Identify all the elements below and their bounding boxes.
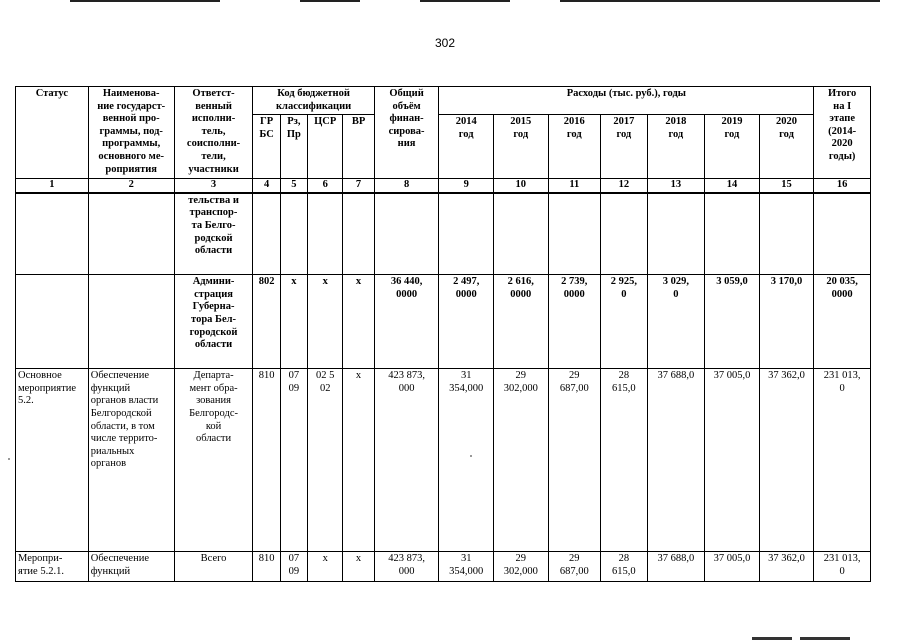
scan-top-line-3	[420, 0, 510, 2]
scan-speck	[470, 455, 472, 457]
cell-2014	[439, 193, 494, 275]
cell-responsible: тельства и транспор- та Белго- родской области	[174, 193, 253, 275]
column-number: 13	[647, 179, 705, 193]
cell-2020: 3 170,0	[759, 275, 814, 369]
cell-2018: 3 029, 0	[647, 275, 705, 369]
header-2016: 2016 год	[548, 115, 601, 179]
cell-name: Обеспечение функций	[88, 552, 174, 582]
cell-2020: 37 362,0	[759, 552, 814, 582]
header-stage-total: Итого на I этапе (2014- 2020 годы)	[814, 87, 871, 179]
cell-csr: 02 5 02	[308, 369, 343, 552]
column-number: 14	[705, 179, 760, 193]
header-csr: ЦСР	[308, 115, 343, 179]
cell-stage-total: 231 013, 0	[814, 552, 871, 582]
column-number: 12	[601, 179, 647, 193]
cell-2020	[759, 193, 814, 275]
cell-2017: 2 925, 0	[601, 275, 647, 369]
header-vr: ВР	[343, 115, 374, 179]
scan-top-line-1	[70, 0, 220, 2]
cell-status: Основное мероприятие 5.2.	[16, 369, 89, 552]
header-responsible: Ответст- венный исполни- тель, соисполни- тели, участники	[174, 87, 253, 179]
column-number: 16	[814, 179, 871, 193]
cell-total: 423 873, 000	[374, 369, 439, 552]
cell-total: 423 873, 000	[374, 552, 439, 582]
table-row-admin	[16, 275, 871, 369]
header-2020: 2020 год	[759, 115, 814, 179]
column-number: 7	[343, 179, 374, 193]
cell-csr	[308, 193, 343, 275]
cell-stage-total	[814, 193, 871, 275]
cell-2019: 3 059,0	[705, 275, 760, 369]
cell-2014: 2 497, 0000	[439, 275, 494, 369]
column-number: 5	[280, 179, 307, 193]
cell-vr: х	[343, 552, 374, 582]
cell-csr: х	[308, 552, 343, 582]
cell-status	[16, 193, 89, 275]
cell-status: Меропри- ятие 5.2.1.	[16, 552, 89, 582]
cell-responsible: Департа- мент обра- зования Белгородс- кой области	[174, 369, 253, 552]
cell-2017	[601, 193, 647, 275]
cell-total	[374, 193, 439, 275]
cell-rzpr: 07 09	[280, 552, 307, 582]
cell-2015: 29 302,000	[493, 369, 548, 552]
cell-responsible: Всего	[174, 552, 253, 582]
cell-2014: 31 354,000	[439, 552, 494, 582]
cell-2015	[493, 193, 548, 275]
column-number: 9	[439, 179, 494, 193]
cell-2016: 29 687,00	[548, 552, 601, 582]
table-row-main-activity	[16, 369, 871, 552]
budget-table	[15, 86, 871, 582]
cell-2017: 28 615,0	[601, 552, 647, 582]
cell-total: 36 440, 0000	[374, 275, 439, 369]
scan-top-line-4	[560, 0, 880, 2]
cell-name: Обеспечение функций органов власти Белгородской области, в том числе террито- риальных органов	[88, 369, 174, 552]
cell-2014: 31 354,000	[439, 369, 494, 552]
header-row-1	[16, 87, 871, 115]
cell-rzpr: 07 09	[280, 369, 307, 552]
cell-csr: х	[308, 275, 343, 369]
column-number: 1	[16, 179, 89, 193]
header-2019: 2019 год	[705, 115, 760, 179]
header-2018: 2018 год	[647, 115, 705, 179]
header-2014: 2014 год	[439, 115, 494, 179]
cell-status	[16, 275, 89, 369]
table-row-sub-activity	[16, 552, 871, 582]
cell-2016: 2 739, 0000	[548, 275, 601, 369]
cell-2016: 29 687,00	[548, 369, 601, 552]
cell-2018: 37 688,0	[647, 552, 705, 582]
cell-responsible: Админи- страция Губерна- тора Бел- городской области	[174, 275, 253, 369]
cell-stage-total: 20 035, 0000	[814, 275, 871, 369]
cell-2019	[705, 193, 760, 275]
header-budget-code: Код бюджетной классификации	[253, 87, 374, 115]
scan-top-line-2	[300, 0, 360, 2]
cell-rzpr: х	[280, 275, 307, 369]
cell-grbs: 810	[253, 552, 280, 582]
column-number: 15	[759, 179, 814, 193]
cell-stage-total: 231 013, 0	[814, 369, 871, 552]
cell-vr	[343, 193, 374, 275]
header-2015: 2015 год	[493, 115, 548, 179]
table-row-continuation	[16, 193, 871, 275]
header-grbs: ГР БС	[253, 115, 280, 179]
column-number: 4	[253, 179, 280, 193]
cell-2018: 37 688,0	[647, 369, 705, 552]
column-number: 3	[174, 179, 253, 193]
cell-grbs	[253, 193, 280, 275]
cell-vr: х	[343, 369, 374, 552]
cell-grbs: 802	[253, 275, 280, 369]
cell-2019: 37 005,0	[705, 552, 760, 582]
header-total: Общий объём финан- сирова- ния	[374, 87, 439, 179]
column-number: 8	[374, 179, 439, 193]
header-name: Наименова- ние государст- венной про- граммы, под- программы, основного ме- роприятия	[88, 87, 174, 179]
cell-name	[88, 275, 174, 369]
scan-speck	[8, 458, 10, 460]
cell-name	[88, 193, 174, 275]
cell-grbs: 810	[253, 369, 280, 552]
column-number: 6	[308, 179, 343, 193]
cell-2019: 37 005,0	[705, 369, 760, 552]
cell-2017: 28 615,0	[601, 369, 647, 552]
column-number-row	[16, 179, 871, 193]
cell-2020: 37 362,0	[759, 369, 814, 552]
cell-2016	[548, 193, 601, 275]
cell-2015: 2 616, 0000	[493, 275, 548, 369]
header-status: Статус	[16, 87, 89, 179]
column-number: 10	[493, 179, 548, 193]
header-2017: 2017 год	[601, 115, 647, 179]
cell-rzpr	[280, 193, 307, 275]
header-expenses: Расходы (тыс. руб.), годы	[439, 87, 814, 115]
column-number: 2	[88, 179, 174, 193]
cell-2018	[647, 193, 705, 275]
cell-vr: х	[343, 275, 374, 369]
page-number: 302	[434, 36, 456, 50]
cell-2015: 29 302,000	[493, 552, 548, 582]
header-rzpr: Рз, Пр	[280, 115, 307, 179]
column-number: 11	[548, 179, 601, 193]
